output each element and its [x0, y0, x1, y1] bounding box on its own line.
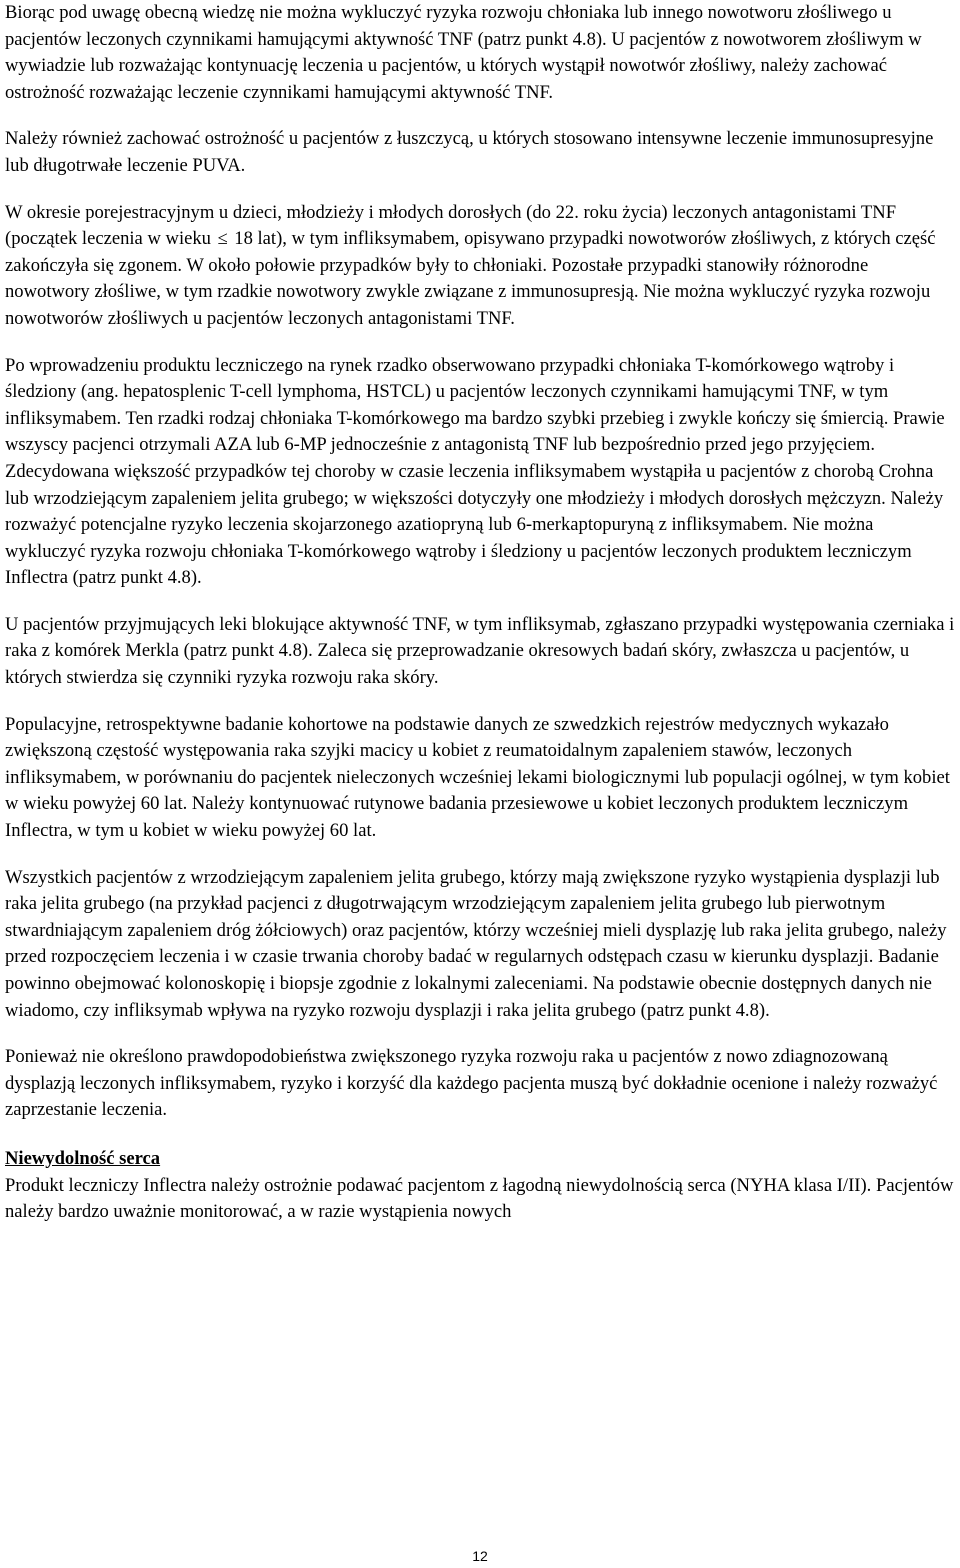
less-or-equal-symbol: ≤ — [217, 228, 228, 250]
paragraph-pediatric-malignancies — [5, 200, 955, 333]
section-heading-heart-failure: Niewydolność serca — [5, 1147, 161, 1169]
paragraph-heart-failure: Produkt leczniczy Inflectra należy ostrożnie podawać pacjentom z łagodną niewydolnością serca (NYHA klasa I/II). Pacjentów należy bardzo uważnie monitorować, a w razie wystąpienia nowych — [5, 1174, 954, 1223]
paragraph-pediatric-text-after: 18 lat), w tym infliksymabem, opisywano przypadki nowotworów złośliwych, z których część zakończyła się zgonem. W około połowie przypadków były to chłoniaki. Pozostałe przypadki stanowiły różnorodne nowotwory złośliwe, w tym rzadkie nowotwory zwykle związane z immunosupresją. Nie można wykluczyć ryzyka rozwoju nowotworów złośliwych u pacjentów leczonych antagonistami TNF. — [5, 228, 936, 329]
paragraph-dysplasia-screening: Wszystkich pacjentów z wrzodziejącym zapaleniem jelita grubego, którzy mają zwiększone ryzyko wystąpienia dysplazji lub raka jelita grubego (na przykład pacjenci z długotrwającym wrzodziejącym zapaleniem jelita grubego lub pierwotnym stwardniającym zapaleniem dróg żółciowych) oraz pacjentów, którzy wcześniej mieli dysplazję lub raka jelita grubego, należy przed rozpoczęciem leczenia i w czasie trwania choroby badać w regularnych odstępach czasu w kierunku dysplazji. Badanie powinno obejmować kolonoskopię i biopsje zgodnie z lokalnymi zaleceniami. Na podstawie obecnie dostępnych danych nie wiadomo, czy infliksymab wpływa na ryzyko rozwoju dysplazji i raka jelita grubego (patrz punkt 4.8). — [5, 866, 947, 1021]
paragraph-pediatric-text-before: W okresie porejestracyjnym u dzieci, młodzieży i młodych dorosłych (do 22. roku życia) leczonych antagonistami TNF (początek leczenia w wieku — [5, 201, 897, 250]
paragraph-psoriasis-caution: Należy również zachować ostrożność u pacjentów z łuszczycą, u których stosowano intensywne leczenie immunosupresyjne lub długotrwałe leczenie PUVA. — [5, 128, 934, 176]
document-page — [5, 0, 955, 1226]
paragraph-malignancy-risk: Biorąc pod uwagę obecną wiedzę nie można wykluczyć ryzyka rozwoju chłoniaka lub innego nowotworu złośliwego u pacjentów leczonych czynnikami hamującymi aktywność TNF (patrz punkt 4.8). U pacjentów z nowotworem złośliwym w wywiadzie lub rozważając kontynuację leczenia u pacjentów, u których wystąpił nowotwór złośliwy, należy zachować ostrożność rozważając leczenie czynnikami hamującymi aktywność TNF. — [5, 2, 922, 103]
paragraph-cervical-cancer: Populacyjne, retrospektywne badanie kohortowe na podstawie danych ze szwedzkich rejestrów medycznych wykazało zwiększoną częstość występowania raka szyjki macicy u kobiet z reumatoidalnym zapaleniem stawów, leczonych infliksymabem, w porównaniu do pacjentek nieleczonych wcześniej lekami biologicznymi lub populacji ogólnej, w tym kobiet w wieku powyżej 60 lat. Należy kontynuować rutynowe badania przesiewowe u kobiet leczonych produktem leczniczym Inflectra, w tym u kobiet w wieku powyżej 60 lat. — [5, 713, 950, 842]
page-number: 12 — [472, 1548, 488, 1564]
paragraph-dysplasia-risk: Ponieważ nie określono prawdopodobieństwa zwiększonego ryzyka rozwoju raka u pacjentów z nowo zdiagnozowaną dysplazją leczonych infliksymabem, ryzyko i korzyść dla każdego pacjenta muszą być dokładnie ocenione i należy rozważyć zaprzestanie leczenia. — [5, 1046, 938, 1121]
paragraph-melanoma-merkel: U pacjentów przyjmujących leki blokujące aktywność TNF, w tym infliksymab, zgłaszano przypadki występowania czerniaka i raka z komórek Merkla (patrz punkt 4.8). Zaleca się przeprowadzanie okresowych badań skóry, zwłaszcza u pacjentów, u których stwierdza się czynniki ryzyka rozwoju raka skóry. — [5, 613, 955, 689]
paragraph-hstcl: Po wprowadzeniu produktu leczniczego na rynek rzadko obserwowano przypadki chłoniaka T-komórkowego wątroby i śledziony (ang. hepatosplenic T-cell lymphoma, HSTCL) u pacjentów leczonych czynnikami hamującymi TNF, w tym infliksymabem. Ten rzadki rodzaj chłoniaka T-komórkowego ma bardzo szybki przebieg i zwykle kończy się śmiercią. Prawie wszyscy pacjenci otrzymali AZA lub 6-MP jednocześnie z antagonistą TNF lub bezpośrednio przed jego przyjęciem. Zdecydowana większość przypadków tej choroby w czasie leczenia infliksymabem wystąpiła u pacjentów z chorobą Crohna lub wrzodziejącym zapaleniem jelita grubego; w większości dotyczyły one młodzieży i młodych dorosłych mężczyzn. Należy rozważyć potencjalne ryzyko leczenia skojarzonego azatiopryną lub 6-merkaptopuryną z infliksymabem. Nie można wykluczyć ryzyka rozwoju chłoniaka T-komórkowego wątroby i śledziony u pacjentów leczonych produktem leczniczym Inflectra (patrz punkt 4.8). — [5, 354, 945, 589]
